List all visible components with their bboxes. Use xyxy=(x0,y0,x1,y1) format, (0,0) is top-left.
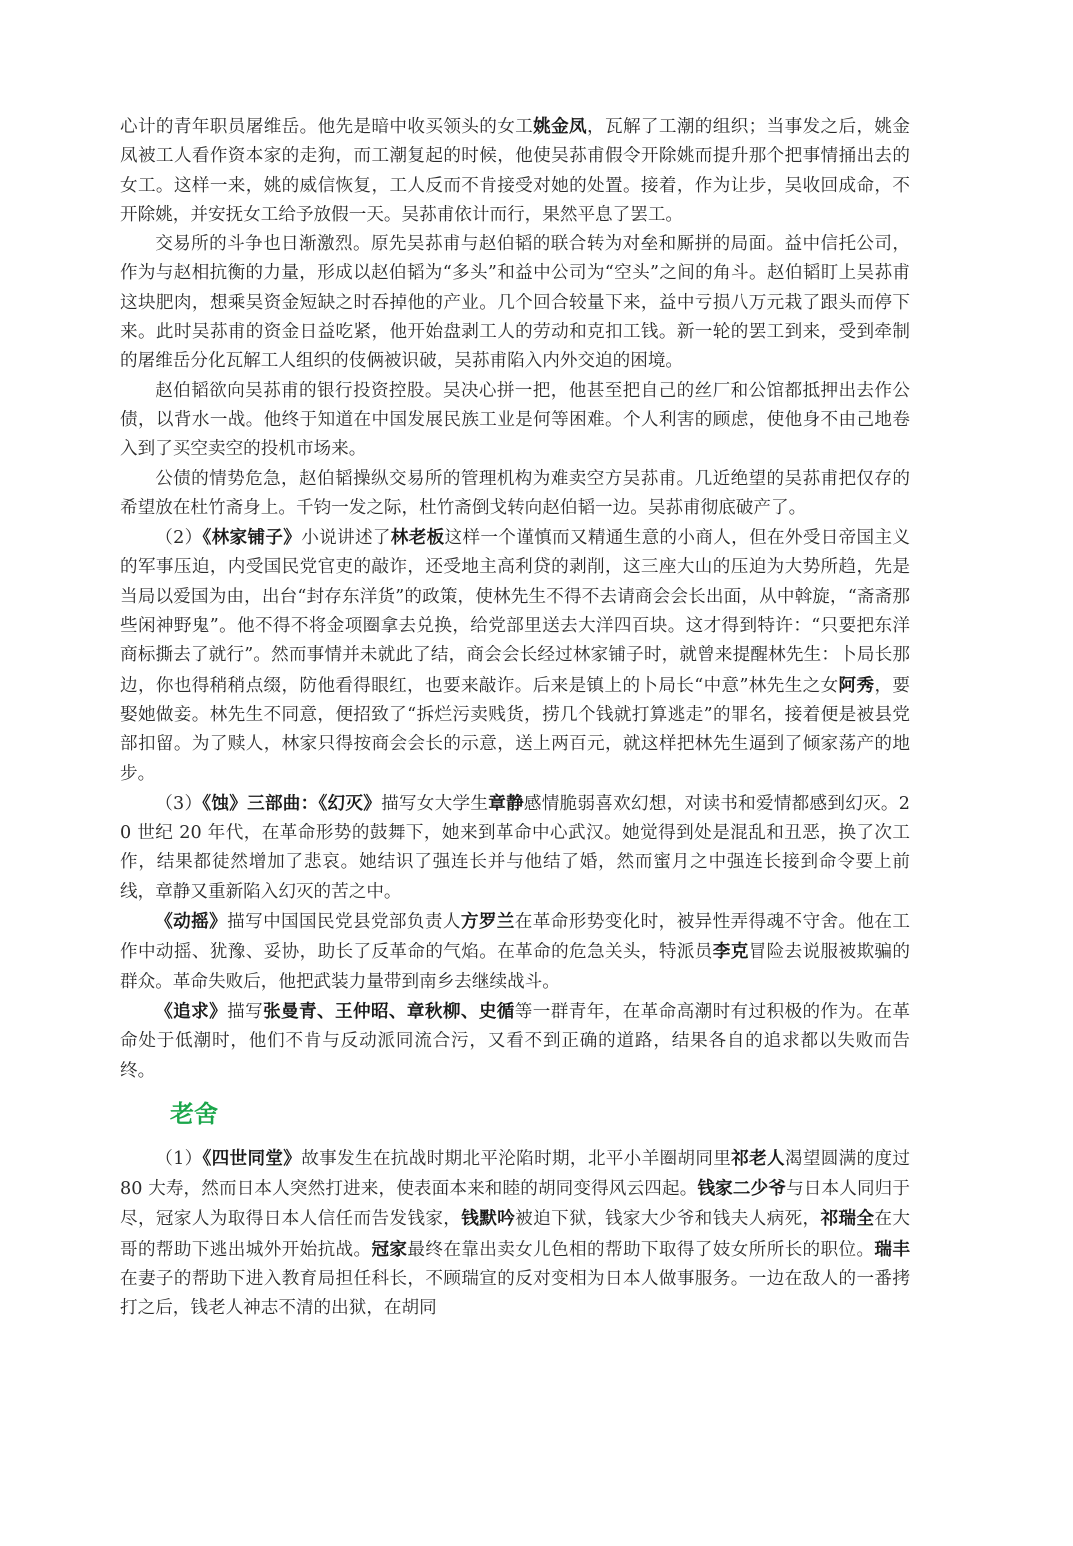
paragraph xyxy=(120,789,910,907)
paragraph xyxy=(120,230,910,376)
paragraph xyxy=(120,465,910,524)
novel-summaries-maodun xyxy=(120,112,910,1086)
text-run: 最终在靠出卖女儿色相的帮助下取得了妓女所所长的职位。 xyxy=(407,1239,875,1260)
bold-term: 《蚀》三部曲：《幻灭》 xyxy=(202,792,382,814)
paragraph xyxy=(120,377,910,465)
bold-term: 张曼青、王仲昭、章秋柳、史循 xyxy=(263,1000,515,1022)
document-page xyxy=(120,112,910,1324)
text-run: ，要娶她做妾。林先生不同意，便招致了“拆烂污卖贱货，捞几个钱就打算逃走”的罪名，接着便是被县党部扣留。为了赎人，林家只得按商会会长的示意，送上两百元，就这样把林先生逼到了倾家荡产的地步。 xyxy=(120,675,910,784)
bold-term: 李克 xyxy=(712,941,749,963)
bold-term: 祁老人 xyxy=(731,1147,785,1169)
section-heading-laoshe: 老舍 xyxy=(170,1099,218,1128)
bold-term: 瑞丰 xyxy=(874,1238,910,1260)
text-run: （2） xyxy=(155,528,203,549)
paragraph xyxy=(120,523,910,789)
bold-term: 《追求》 xyxy=(155,1000,228,1022)
paragraph xyxy=(120,1144,910,1324)
paragraph xyxy=(120,112,910,230)
text-run: （3） xyxy=(155,793,203,814)
text-run: 与日本人同归于尽，冠家人为取得日本人信任而告发钱家， xyxy=(120,1179,910,1230)
bold-term: 祁瑞全 xyxy=(820,1208,875,1230)
bold-term: 冠家 xyxy=(371,1238,408,1260)
text-run: 公债的情势危急，赵伯韬操纵交易所的管理机构为难卖空方吴荪甫。几近绝望的吴荪甫把仅存的希望放在杜竹斋身上。千钧一发之际，杜竹斋倒戈转向赵伯韬一边。吴荪甫彻底破产了。 xyxy=(120,468,910,518)
text-run: （1） xyxy=(155,1148,203,1169)
text-run: 感情脆弱喜欢幻想，对读书和爱情都感到幻灭。20 世纪 20 年代，在革命形势的鼓舞下，她来到革命中心武汉。她觉得到处是混乱和丑恶，换了次工作，结果都徒然增加了悲哀。她结识了强连长并与他结了婚，然而蜜月之中强连长接到命令要上前线，章静又重新陷入幻灭的苦之中。 xyxy=(120,793,910,902)
bold-term: 方罗兰 xyxy=(460,911,515,933)
text-run: 描写中国国民党县党部负责人 xyxy=(227,912,461,933)
text-run: 在大哥的帮助下逃出城外开始抗战。 xyxy=(120,1209,910,1260)
text-run: 在妻子的帮助下进入教育局担任科长，不顾瑞宣的反对变相为日本人做事服务。一边在敌人的一番拷打之后，钱老人神志不清的出狱，在胡同 xyxy=(120,1268,910,1319)
bold-term: 姚金凤 xyxy=(533,116,588,137)
bold-term: 阿秀 xyxy=(838,674,875,696)
text-run: 描写女大学生 xyxy=(381,793,489,814)
bold-term: 《四世同堂》 xyxy=(202,1147,302,1169)
text-run: 心计的青年职员屠维岳。他先是暗中收买领头的女工 xyxy=(120,117,534,137)
bold-term: 林老板 xyxy=(390,527,445,549)
text-run: 冒险去说服被欺骗的群众。革命失败后，他把武装力量带到南乡去继续战斗。 xyxy=(120,942,910,992)
text-run: 被迫下狱，钱家大少爷和钱夫人病死， xyxy=(515,1209,821,1230)
text-run: 小说讲述了 xyxy=(301,528,391,549)
bold-term: 钱家二少爷 xyxy=(697,1178,787,1200)
bold-term: 钱默吟 xyxy=(461,1208,516,1230)
text-run: 交易所的斗争也日渐激烈。原先吴荪甫与赵伯韬的联合转为对垒和厮拼的局面。益中信托公司，作为与赵相抗衡的力量，形成以赵伯韬为“多头”和益中公司为“空头”之间的角斗。赵伯韬盯上吴荪甫这块肥肉，想乘吴资金短缺之时吞掉他的产业。几个回合较量下来，益中亏损八万元栽了跟头而停下来。此时吴荪甫的资金日益吃紧，他开始盘剥工人的劳动和克扣工钱。新一轮的罢工到来，受到牵制的屠维岳分化瓦解工人组织的伎俩被识破，吴荪甫陷入内外交迫的困境。 xyxy=(120,234,910,372)
bold-term: 《动摇》 xyxy=(155,911,228,933)
paragraph xyxy=(120,997,910,1086)
bold-term: 章静 xyxy=(488,792,524,814)
text-run: 这样一个谨慎而又精通生意的小商人，但在外受日帝国主义的军事压迫，内受国民党官吏的敲诈，还受地主高利贷的剥削，这三座大山的压迫为大势所趋，先是当局以爱国为由，出台“封存东洋货”的政策，使林先生不得不去请商会会长出面，从中斡旋，“斋斋那些闲神野鬼”。他不得不将金项圈拿去兑换，给党部里送去大洋四百块。这才得到特许：“只要把东洋商标撕去了就行”。然而事情并未就此了结，商会会长经过林家铺子时，就曾来提醒林先生：卜局长那边，你也得稍稍点缀，防他看得眼红，也要来敲诈。后来是镇上的卜局长“中意”林先生之女 xyxy=(120,528,910,696)
bold-term: 《林家铺子》 xyxy=(202,527,302,549)
novel-summaries-laoshe xyxy=(120,1144,910,1324)
text-run: 等一群青年，在革命高潮时有过积极的作为。在革命处于低潮时，他们不肯与反动派同流合污，又看不到正确的道路，结果各自的追求都以失败而告终。 xyxy=(120,1001,910,1081)
paragraph xyxy=(120,907,910,997)
text-run: ，瓦解了工潮的组织；当事发之后，姚金凤被工人看作资本家的走狗，而工潮复起的时候，他使吴荪甫假令开除姚而提升那个把事情捅出去的女工。这样一来，姚的威信恢复，工人反而不肯接受对她的处置。接着，作为让步，吴收回成命，不开除姚，并安抚女工给予放假一天。吴荪甫依计而行，果然平息了罢工。 xyxy=(120,117,910,225)
text-run: 在革命形势变化时，被异性弄得魂不守舍。他在工作中动摇、犹豫、妥协，助长了反革命的气焰。在革命的危急关头，特派员 xyxy=(120,912,910,963)
text-run: 描写 xyxy=(227,1001,264,1022)
text-run: 赵伯韬欲向吴荪甫的银行投资控股。吴决心拼一把，他甚至把自己的丝厂和公馆都抵押出去作公债，以背水一战。他终于知道在中国发展民族工业是何等困难。个人利害的顾虑，使他身不由己地卷入到了买空卖空的投机市场来。 xyxy=(120,380,910,460)
text-run: 渴望圆满的度过 80 大寿，然而日本人突然打进来，使表面本来和睦的胡同变得风云四起。 xyxy=(120,1148,910,1200)
text-run: 故事发生在抗战时期北平沦陷时期，北平小羊圈胡同里 xyxy=(301,1148,732,1169)
